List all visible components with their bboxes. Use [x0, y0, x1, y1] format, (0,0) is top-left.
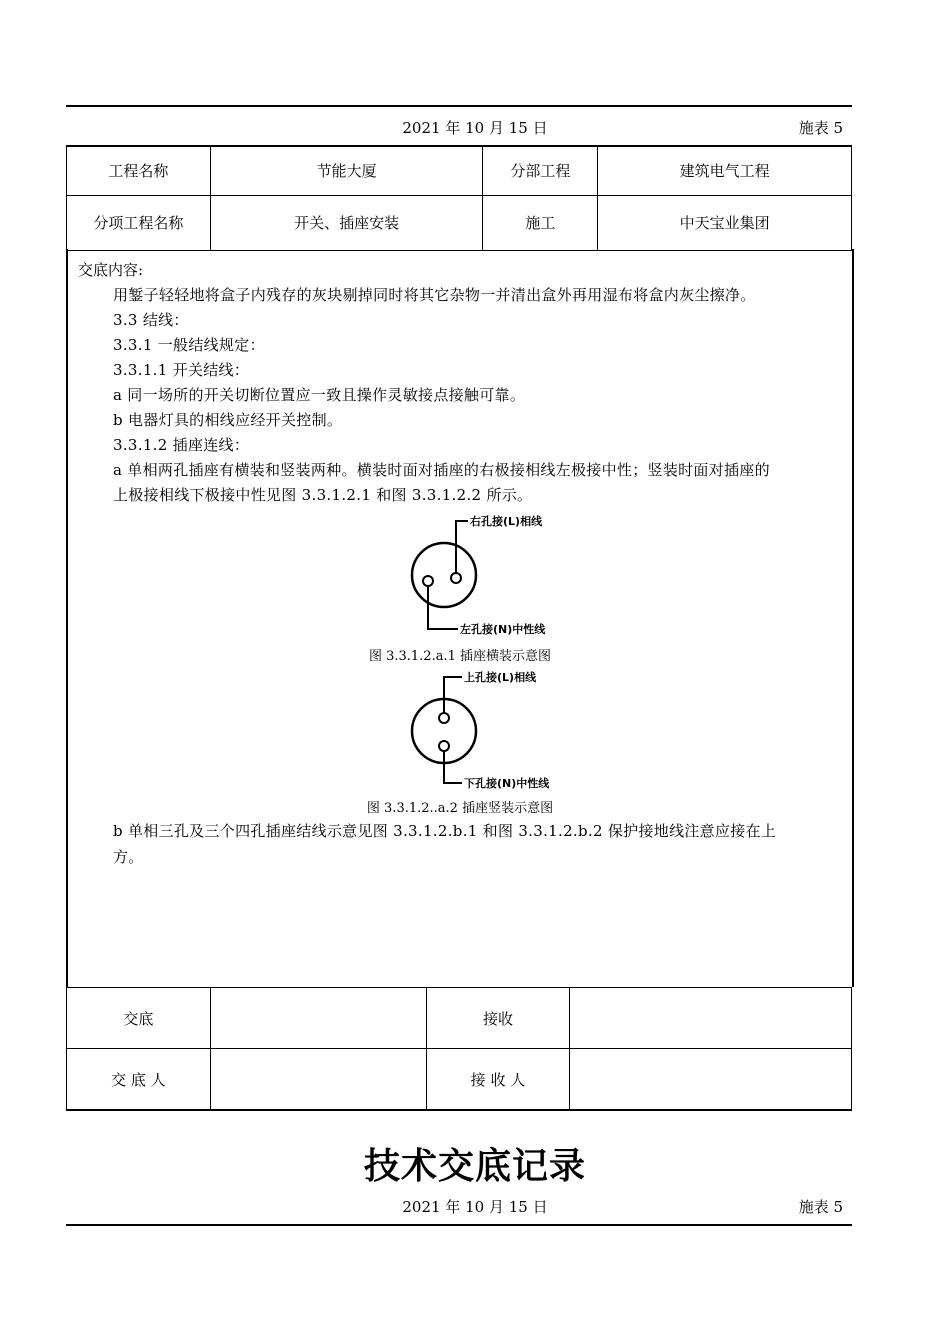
content-line: b 电器灯具的相线应经开关控制。 — [113, 411, 343, 429]
figure2-caption: 图 3.3.1.2..a.2 插座竖装示意图 — [366, 801, 554, 816]
content-line: 上极接相线下极接中性见图 3.3.1.2.1 和图 3.3.1.2.2 所示。 — [113, 486, 533, 504]
content-line: 3.3.1 一般结线规定： — [113, 336, 265, 354]
socket-horizontal-diagram — [398, 511, 598, 641]
subitem-label: 分项工程名称 — [67, 195, 211, 250]
content-line: 3.3 结线： — [113, 311, 189, 329]
disclose-value — [210, 988, 426, 1049]
project-name-value: 节能大厦 — [210, 146, 483, 195]
discloser-value — [210, 1049, 426, 1110]
project-name-label: 工程名称 — [67, 146, 211, 195]
header-date: 2021 年 10 月 15 日 — [402, 119, 548, 137]
disclose-label: 交底 — [67, 988, 211, 1049]
socket-vertical-diagram — [398, 667, 598, 795]
discloser-label: 交 底 人 — [67, 1049, 211, 1110]
vt-top-label: 上孔接(L)相线 — [464, 671, 537, 684]
contractor-label: 施工 — [483, 195, 598, 250]
receiver-value — [570, 1049, 852, 1110]
next-top-rule — [66, 1224, 852, 1226]
project-info-table — [66, 145, 852, 251]
disclosure-content — [66, 249, 854, 987]
content-line: a 同一场所的开关切断位置应一致且操作灵敏接点接触可靠。 — [113, 386, 526, 404]
contractor-value: 中天宝业集团 — [598, 195, 852, 250]
content-line: 方。 — [113, 848, 144, 866]
next-header-date: 2021 年 10 月 15 日 — [402, 1198, 548, 1216]
vt-bottom-label: 下孔接(N)中性线 — [464, 777, 550, 790]
receive-value — [570, 988, 852, 1049]
content-line: a 单相两孔插座有横装和竖装两种。横装时面对插座的右极接相线左极接中性；竖装时面对插座的 — [113, 461, 770, 479]
content-line: 用錾子轻轻地将盒子内残存的灰块剔掉同时将其它杂物一并清出盒外再用湿布将盒内灰尘擦净。 — [113, 286, 756, 304]
division-value: 建筑电气工程 — [598, 146, 852, 195]
hz-bottom-label: 左孔接(N)中性线 — [460, 623, 546, 636]
page-title: 技术交底记录 — [363, 1146, 586, 1187]
content-label: 交底内容: — [78, 261, 144, 279]
figure1-caption: 图 3.3.1.2.a.1 插座横装示意图 — [368, 649, 552, 664]
content-line: b 单相三孔及三个四孔插座结线示意见图 3.3.1.2.b.1 和图 3.3.1.2.b.2 保护接地线注意应接在上 — [113, 822, 777, 840]
top-rule — [66, 105, 852, 107]
receiver-label: 接 收 人 — [426, 1049, 570, 1110]
table-bottom-rule — [66, 1109, 852, 1111]
division-label: 分部工程 — [483, 146, 598, 195]
subitem-value: 开关、插座安装 — [210, 195, 483, 250]
content-line: 3.3.1.2 插座连线： — [113, 436, 250, 454]
receive-label: 接收 — [426, 988, 570, 1049]
content-line: 3.3.1.1 开关结线： — [113, 361, 250, 379]
hz-top-label: 右孔接(L)相线 — [470, 515, 543, 528]
next-header-form-number: 施表 5 — [798, 1198, 843, 1216]
signature-table — [66, 987, 852, 1110]
header-form-number: 施表 5 — [798, 119, 843, 137]
